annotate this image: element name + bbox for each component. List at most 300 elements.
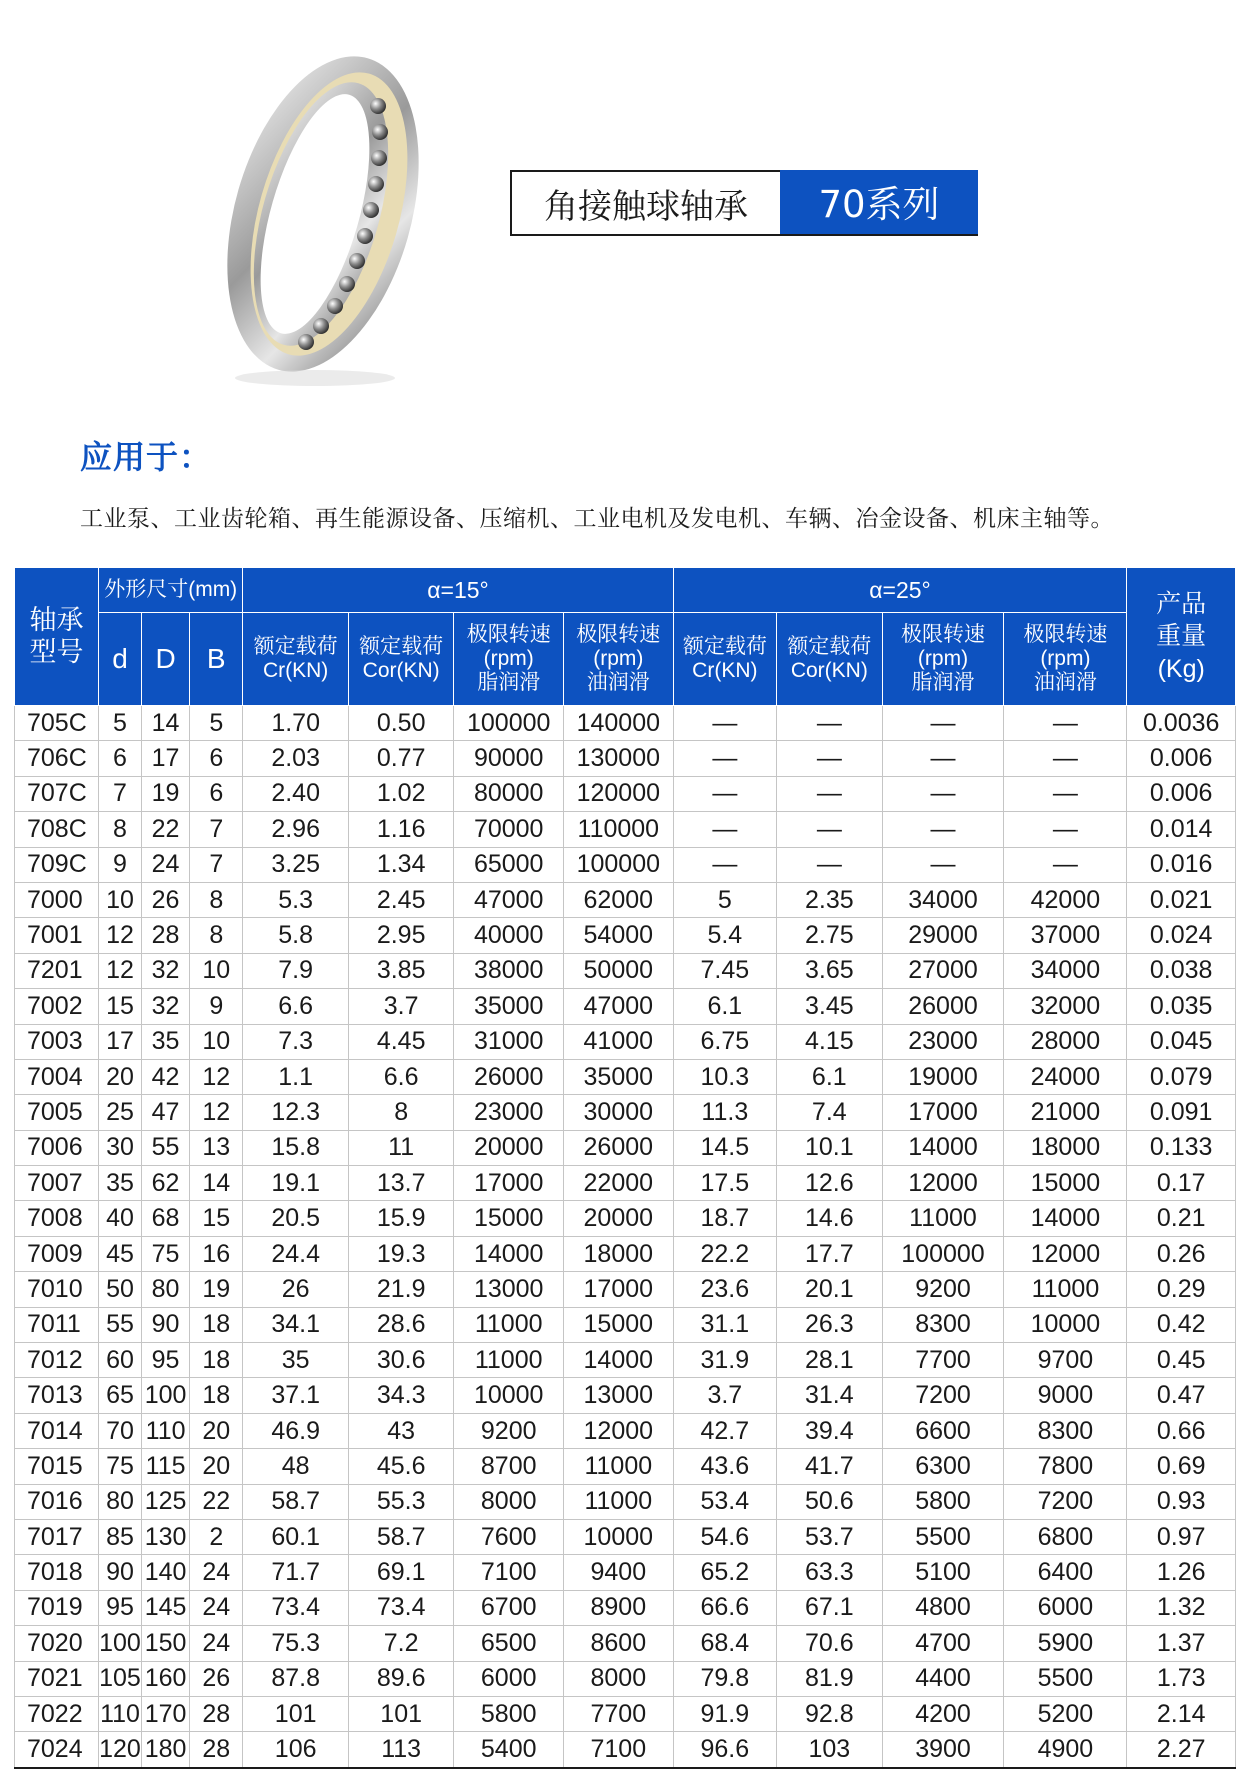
header-cr-25: 额定载荷 Cr(KN) bbox=[673, 613, 776, 706]
cell-cr25: 3.7 bbox=[673, 1378, 776, 1413]
header-model: 轴承 型号 bbox=[15, 568, 99, 706]
cell-oil25: 7200 bbox=[1004, 1484, 1127, 1519]
cell-D: 130 bbox=[142, 1519, 190, 1554]
cell-oil25: 9700 bbox=[1004, 1343, 1127, 1378]
header-B: B bbox=[190, 613, 243, 706]
cell-cr25: 5 bbox=[673, 882, 776, 917]
cell-D: 62 bbox=[142, 1166, 190, 1201]
cell-D: 140 bbox=[142, 1555, 190, 1590]
cell-D: 125 bbox=[142, 1484, 190, 1519]
cell-model: 7007 bbox=[15, 1166, 99, 1201]
cell-cr25: 79.8 bbox=[673, 1661, 776, 1696]
cell-grease25: — bbox=[882, 847, 1004, 882]
cell-oil15: 26000 bbox=[564, 1130, 674, 1165]
table-row bbox=[15, 1449, 1236, 1484]
cell-cor25: — bbox=[777, 847, 883, 882]
cell-oil25: 5900 bbox=[1004, 1626, 1127, 1661]
table-row bbox=[15, 1661, 1236, 1696]
cell-weight: 0.66 bbox=[1127, 1413, 1236, 1448]
cell-D: 24 bbox=[142, 847, 190, 882]
cell-B: 7 bbox=[190, 847, 243, 882]
cell-cor25: — bbox=[777, 706, 883, 741]
cell-cor15: 101 bbox=[348, 1696, 454, 1731]
cell-oil15: 7100 bbox=[564, 1732, 674, 1768]
cell-weight: 0.97 bbox=[1127, 1519, 1236, 1554]
cell-weight: 1.26 bbox=[1127, 1555, 1236, 1590]
cell-grease25: — bbox=[882, 776, 1004, 811]
spec-table-body bbox=[15, 706, 1236, 1768]
cell-B: 18 bbox=[190, 1307, 243, 1342]
cell-cor25: 17.7 bbox=[777, 1236, 883, 1271]
cell-cr15: 48 bbox=[243, 1449, 349, 1484]
cell-grease15: 6700 bbox=[454, 1590, 564, 1625]
cell-weight: 0.091 bbox=[1127, 1095, 1236, 1130]
cell-D: 32 bbox=[142, 953, 190, 988]
spec-table bbox=[14, 567, 1236, 1769]
table-row bbox=[15, 1696, 1236, 1731]
cell-d: 6 bbox=[98, 741, 141, 776]
cell-B: 20 bbox=[190, 1413, 243, 1448]
cell-model: 7017 bbox=[15, 1519, 99, 1554]
cell-oil25: 5500 bbox=[1004, 1661, 1127, 1696]
cell-cor25: 20.1 bbox=[777, 1272, 883, 1307]
cell-oil15: 110000 bbox=[564, 812, 674, 847]
cell-B: 22 bbox=[190, 1484, 243, 1519]
cell-cor25: 81.9 bbox=[777, 1661, 883, 1696]
cell-oil15: 8900 bbox=[564, 1590, 674, 1625]
cell-d: 105 bbox=[98, 1661, 141, 1696]
cell-grease15: 6000 bbox=[454, 1661, 564, 1696]
cell-cr15: 5.3 bbox=[243, 882, 349, 917]
cell-D: 32 bbox=[142, 989, 190, 1024]
cell-d: 25 bbox=[98, 1095, 141, 1130]
cell-weight: 2.27 bbox=[1127, 1732, 1236, 1768]
cell-grease25: 8300 bbox=[882, 1307, 1004, 1342]
cell-model: 7001 bbox=[15, 918, 99, 953]
cell-weight: 0.42 bbox=[1127, 1307, 1236, 1342]
cell-D: 100 bbox=[142, 1378, 190, 1413]
cell-oil25: 11000 bbox=[1004, 1272, 1127, 1307]
cell-model: 7016 bbox=[15, 1484, 99, 1519]
cell-weight: 0.021 bbox=[1127, 882, 1236, 917]
cell-cr25: 65.2 bbox=[673, 1555, 776, 1590]
cell-cor15: 28.6 bbox=[348, 1307, 454, 1342]
cell-cor25: 92.8 bbox=[777, 1696, 883, 1731]
cell-weight: 0.47 bbox=[1127, 1378, 1236, 1413]
cell-D: 170 bbox=[142, 1696, 190, 1731]
header-D: D bbox=[142, 613, 190, 706]
cell-oil25: 28000 bbox=[1004, 1024, 1127, 1059]
cell-d: 35 bbox=[98, 1166, 141, 1201]
cell-B: 24 bbox=[190, 1626, 243, 1661]
cell-cr25: 6.75 bbox=[673, 1024, 776, 1059]
cell-grease15: 15000 bbox=[454, 1201, 564, 1236]
cell-grease15: 8700 bbox=[454, 1449, 564, 1484]
title-series: 70系列 bbox=[780, 170, 978, 234]
cell-model: 7020 bbox=[15, 1626, 99, 1661]
cell-oil15: 7700 bbox=[564, 1696, 674, 1731]
cell-D: 28 bbox=[142, 918, 190, 953]
cell-B: 10 bbox=[190, 953, 243, 988]
cell-B: 5 bbox=[190, 706, 243, 741]
cell-grease25: 100000 bbox=[882, 1236, 1004, 1271]
cell-grease25: 5500 bbox=[882, 1519, 1004, 1554]
cell-cor15: 11 bbox=[348, 1130, 454, 1165]
cell-grease15: 65000 bbox=[454, 847, 564, 882]
cell-d: 110 bbox=[98, 1696, 141, 1731]
cell-weight: 0.014 bbox=[1127, 812, 1236, 847]
cell-cr15: 73.4 bbox=[243, 1590, 349, 1625]
cell-cor15: 15.9 bbox=[348, 1201, 454, 1236]
cell-weight: 0.29 bbox=[1127, 1272, 1236, 1307]
cell-cr15: 101 bbox=[243, 1696, 349, 1731]
header-d: d bbox=[98, 613, 141, 706]
cell-B: 9 bbox=[190, 989, 243, 1024]
cell-d: 20 bbox=[98, 1059, 141, 1094]
cell-grease25: 4800 bbox=[882, 1590, 1004, 1625]
cell-cor15: 58.7 bbox=[348, 1519, 454, 1554]
cell-grease25: — bbox=[882, 812, 1004, 847]
cell-grease15: 7600 bbox=[454, 1519, 564, 1554]
cell-model: 7009 bbox=[15, 1236, 99, 1271]
cell-d: 7 bbox=[98, 776, 141, 811]
cell-weight: 0.016 bbox=[1127, 847, 1236, 882]
cell-d: 12 bbox=[98, 918, 141, 953]
cell-model: 7021 bbox=[15, 1661, 99, 1696]
cell-oil25: 18000 bbox=[1004, 1130, 1127, 1165]
cell-cr25: 68.4 bbox=[673, 1626, 776, 1661]
cell-oil15: 50000 bbox=[564, 953, 674, 988]
cell-cor25: 3.65 bbox=[777, 953, 883, 988]
table-row bbox=[15, 812, 1236, 847]
cell-grease25: 7200 bbox=[882, 1378, 1004, 1413]
cell-cr15: 2.03 bbox=[243, 741, 349, 776]
table-row bbox=[15, 1378, 1236, 1413]
cell-oil25: 6800 bbox=[1004, 1519, 1127, 1554]
cell-oil15: 18000 bbox=[564, 1236, 674, 1271]
cell-cr15: 19.1 bbox=[243, 1166, 349, 1201]
cell-cor25: 3.45 bbox=[777, 989, 883, 1024]
cell-oil25: 5200 bbox=[1004, 1696, 1127, 1731]
cell-cor25: 67.1 bbox=[777, 1590, 883, 1625]
table-row bbox=[15, 1555, 1236, 1590]
cell-grease15: 9200 bbox=[454, 1413, 564, 1448]
table-row bbox=[15, 1626, 1236, 1661]
header-dims: 外形尺寸(mm) bbox=[98, 568, 242, 613]
cell-weight: 0.038 bbox=[1127, 953, 1236, 988]
cell-grease15: 26000 bbox=[454, 1059, 564, 1094]
cell-cor25: 12.6 bbox=[777, 1166, 883, 1201]
cell-cr25: 91.9 bbox=[673, 1696, 776, 1731]
cell-d: 60 bbox=[98, 1343, 141, 1378]
cell-cor25: 50.6 bbox=[777, 1484, 883, 1519]
cell-B: 24 bbox=[190, 1590, 243, 1625]
cell-grease15: 90000 bbox=[454, 741, 564, 776]
cell-cor15: 89.6 bbox=[348, 1661, 454, 1696]
cell-model: 7013 bbox=[15, 1378, 99, 1413]
cell-cr25: 5.4 bbox=[673, 918, 776, 953]
header-oil-15: 极限转速 (rpm) 油润滑 bbox=[564, 613, 674, 706]
cell-oil15: 8600 bbox=[564, 1626, 674, 1661]
cell-model: 7018 bbox=[15, 1555, 99, 1590]
cell-B: 20 bbox=[190, 1449, 243, 1484]
cell-cr25: 14.5 bbox=[673, 1130, 776, 1165]
cell-weight: 0.45 bbox=[1127, 1343, 1236, 1378]
cell-D: 95 bbox=[142, 1343, 190, 1378]
header-weight: 产品 重量 (Kg) bbox=[1127, 568, 1236, 706]
cell-d: 95 bbox=[98, 1590, 141, 1625]
cell-weight: 0.045 bbox=[1127, 1024, 1236, 1059]
cell-oil15: 17000 bbox=[564, 1272, 674, 1307]
cell-cr25: 18.7 bbox=[673, 1201, 776, 1236]
cell-cr15: 20.5 bbox=[243, 1201, 349, 1236]
cell-cor15: 21.9 bbox=[348, 1272, 454, 1307]
cell-weight: 1.37 bbox=[1127, 1626, 1236, 1661]
cell-grease15: 14000 bbox=[454, 1236, 564, 1271]
table-row bbox=[15, 918, 1236, 953]
cell-oil15: 14000 bbox=[564, 1343, 674, 1378]
cell-d: 90 bbox=[98, 1555, 141, 1590]
cell-B: 15 bbox=[190, 1201, 243, 1236]
cell-oil25: 6000 bbox=[1004, 1590, 1127, 1625]
cell-weight: 0.17 bbox=[1127, 1166, 1236, 1201]
cell-oil15: 20000 bbox=[564, 1201, 674, 1236]
table-row bbox=[15, 953, 1236, 988]
cell-oil25: — bbox=[1004, 847, 1127, 882]
cell-model: 7012 bbox=[15, 1343, 99, 1378]
cell-model: 7015 bbox=[15, 1449, 99, 1484]
cell-oil25: 37000 bbox=[1004, 918, 1127, 953]
cell-cr15: 58.7 bbox=[243, 1484, 349, 1519]
cell-cr15: 12.3 bbox=[243, 1095, 349, 1130]
table-row bbox=[15, 1130, 1236, 1165]
cell-weight: 0.024 bbox=[1127, 918, 1236, 953]
cell-cr25: 53.4 bbox=[673, 1484, 776, 1519]
cell-weight: 0.69 bbox=[1127, 1449, 1236, 1484]
cell-cor25: 53.7 bbox=[777, 1519, 883, 1554]
cell-cor15: 34.3 bbox=[348, 1378, 454, 1413]
cell-cr15: 71.7 bbox=[243, 1555, 349, 1590]
cell-D: 145 bbox=[142, 1590, 190, 1625]
cell-cr15: 1.1 bbox=[243, 1059, 349, 1094]
cell-cor25: 70.6 bbox=[777, 1626, 883, 1661]
cell-D: 19 bbox=[142, 776, 190, 811]
cell-cr15: 106 bbox=[243, 1732, 349, 1768]
cell-D: 55 bbox=[142, 1130, 190, 1165]
cell-grease25: 6600 bbox=[882, 1413, 1004, 1448]
cell-cor15: 45.6 bbox=[348, 1449, 454, 1484]
cell-model: 7008 bbox=[15, 1201, 99, 1236]
cell-grease15: 70000 bbox=[454, 812, 564, 847]
cell-grease15: 31000 bbox=[454, 1024, 564, 1059]
cell-grease25: 11000 bbox=[882, 1201, 1004, 1236]
table-row bbox=[15, 989, 1236, 1024]
cell-cor15: 8 bbox=[348, 1095, 454, 1130]
cell-model: 7004 bbox=[15, 1059, 99, 1094]
cell-B: 19 bbox=[190, 1272, 243, 1307]
cell-model: 7024 bbox=[15, 1732, 99, 1768]
cell-grease15: 100000 bbox=[454, 706, 564, 741]
cell-cr15: 3.25 bbox=[243, 847, 349, 882]
cell-grease25: — bbox=[882, 741, 1004, 776]
cell-d: 9 bbox=[98, 847, 141, 882]
cell-grease15: 11000 bbox=[454, 1343, 564, 1378]
header-grease-15: 极限转速 (rpm) 脂润滑 bbox=[454, 613, 564, 706]
table-row bbox=[15, 882, 1236, 917]
cell-grease25: 9200 bbox=[882, 1272, 1004, 1307]
cell-D: 22 bbox=[142, 812, 190, 847]
cell-cor25: 103 bbox=[777, 1732, 883, 1768]
cell-oil25: 12000 bbox=[1004, 1236, 1127, 1271]
cell-d: 70 bbox=[98, 1413, 141, 1448]
cell-d: 45 bbox=[98, 1236, 141, 1271]
cell-cr15: 35 bbox=[243, 1343, 349, 1378]
cell-grease25: 3900 bbox=[882, 1732, 1004, 1768]
cell-oil15: 15000 bbox=[564, 1307, 674, 1342]
cell-d: 5 bbox=[98, 706, 141, 741]
cell-oil25: 34000 bbox=[1004, 953, 1127, 988]
cell-weight: 0.0036 bbox=[1127, 706, 1236, 741]
cell-cr15: 87.8 bbox=[243, 1661, 349, 1696]
cell-d: 50 bbox=[98, 1272, 141, 1307]
cell-cor25: 7.4 bbox=[777, 1095, 883, 1130]
cell-d: 10 bbox=[98, 882, 141, 917]
cell-weight: 1.32 bbox=[1127, 1590, 1236, 1625]
cell-d: 75 bbox=[98, 1449, 141, 1484]
table-row bbox=[15, 1236, 1236, 1271]
cell-grease15: 7100 bbox=[454, 1555, 564, 1590]
cell-weight: 0.93 bbox=[1127, 1484, 1236, 1519]
cell-cr25: 66.6 bbox=[673, 1590, 776, 1625]
table-row bbox=[15, 706, 1236, 741]
table-row bbox=[15, 1201, 1236, 1236]
cell-cr25: — bbox=[673, 812, 776, 847]
cell-cor15: 0.77 bbox=[348, 741, 454, 776]
cell-oil15: 11000 bbox=[564, 1449, 674, 1484]
cell-grease15: 5400 bbox=[454, 1732, 564, 1768]
cell-B: 8 bbox=[190, 882, 243, 917]
cell-cor15: 2.95 bbox=[348, 918, 454, 953]
cell-model: 7201 bbox=[15, 953, 99, 988]
cell-oil15: 13000 bbox=[564, 1378, 674, 1413]
title-main: 角接触球轴承 bbox=[512, 172, 780, 234]
table-row bbox=[15, 847, 1236, 882]
cell-oil25: — bbox=[1004, 812, 1127, 847]
cell-cor25: 31.4 bbox=[777, 1378, 883, 1413]
cell-d: 8 bbox=[98, 812, 141, 847]
cell-model: 7003 bbox=[15, 1024, 99, 1059]
cell-cor25: 28.1 bbox=[777, 1343, 883, 1378]
cell-oil25: 15000 bbox=[1004, 1166, 1127, 1201]
cell-oil25: — bbox=[1004, 776, 1127, 811]
cell-oil15: 41000 bbox=[564, 1024, 674, 1059]
cell-grease25: 23000 bbox=[882, 1024, 1004, 1059]
series-title bbox=[510, 170, 978, 236]
cell-B: 28 bbox=[190, 1696, 243, 1731]
cell-model: 705C bbox=[15, 706, 99, 741]
cell-B: 16 bbox=[190, 1236, 243, 1271]
bearing-image bbox=[205, 28, 435, 398]
cell-cor25: 26.3 bbox=[777, 1307, 883, 1342]
cell-cr25: 43.6 bbox=[673, 1449, 776, 1484]
cell-d: 17 bbox=[98, 1024, 141, 1059]
cell-D: 35 bbox=[142, 1024, 190, 1059]
table-row bbox=[15, 1343, 1236, 1378]
cell-grease25: — bbox=[882, 706, 1004, 741]
cell-model: 7006 bbox=[15, 1130, 99, 1165]
cell-D: 180 bbox=[142, 1732, 190, 1768]
cell-cor15: 55.3 bbox=[348, 1484, 454, 1519]
cell-oil25: 21000 bbox=[1004, 1095, 1127, 1130]
cell-model: 7000 bbox=[15, 882, 99, 917]
cell-grease25: 14000 bbox=[882, 1130, 1004, 1165]
header-alpha25: α=25° bbox=[673, 568, 1127, 613]
cell-grease25: 4200 bbox=[882, 1696, 1004, 1731]
cell-oil15: 54000 bbox=[564, 918, 674, 953]
cell-d: 65 bbox=[98, 1378, 141, 1413]
header-grease-25: 极限转速 (rpm) 脂润滑 bbox=[882, 613, 1004, 706]
cell-d: 12 bbox=[98, 953, 141, 988]
cell-oil25: — bbox=[1004, 706, 1127, 741]
cell-d: 85 bbox=[98, 1519, 141, 1554]
cell-cr25: 42.7 bbox=[673, 1413, 776, 1448]
cell-cr25: 17.5 bbox=[673, 1166, 776, 1201]
table-row bbox=[15, 1059, 1236, 1094]
cell-weight: 0.21 bbox=[1127, 1201, 1236, 1236]
cell-grease15: 5800 bbox=[454, 1696, 564, 1731]
cell-cor15: 19.3 bbox=[348, 1236, 454, 1271]
cell-grease15: 17000 bbox=[454, 1166, 564, 1201]
cell-cr15: 75.3 bbox=[243, 1626, 349, 1661]
cell-cr25: 96.6 bbox=[673, 1732, 776, 1768]
table-row bbox=[15, 1732, 1236, 1768]
cell-cr25: 11.3 bbox=[673, 1095, 776, 1130]
cell-weight: 1.73 bbox=[1127, 1661, 1236, 1696]
cell-D: 160 bbox=[142, 1661, 190, 1696]
cell-D: 47 bbox=[142, 1095, 190, 1130]
cell-cr15: 37.1 bbox=[243, 1378, 349, 1413]
table-row bbox=[15, 1484, 1236, 1519]
cell-grease25: 17000 bbox=[882, 1095, 1004, 1130]
cell-cr15: 24.4 bbox=[243, 1236, 349, 1271]
cell-grease15: 47000 bbox=[454, 882, 564, 917]
cell-grease15: 80000 bbox=[454, 776, 564, 811]
cell-cr25: 7.45 bbox=[673, 953, 776, 988]
cell-cor25: 39.4 bbox=[777, 1413, 883, 1448]
cell-grease25: 12000 bbox=[882, 1166, 1004, 1201]
table-row bbox=[15, 1095, 1236, 1130]
cell-B: 12 bbox=[190, 1095, 243, 1130]
cell-cr25: 6.1 bbox=[673, 989, 776, 1024]
cell-grease15: 35000 bbox=[454, 989, 564, 1024]
cell-oil15: 12000 bbox=[564, 1413, 674, 1448]
cell-oil15: 130000 bbox=[564, 741, 674, 776]
cell-oil15: 100000 bbox=[564, 847, 674, 882]
cell-oil25: 7800 bbox=[1004, 1449, 1127, 1484]
cell-cor15: 1.34 bbox=[348, 847, 454, 882]
cell-cor15: 69.1 bbox=[348, 1555, 454, 1590]
cell-cor25: 14.6 bbox=[777, 1201, 883, 1236]
cell-B: 18 bbox=[190, 1343, 243, 1378]
cell-d: 80 bbox=[98, 1484, 141, 1519]
cell-cor15: 73.4 bbox=[348, 1590, 454, 1625]
table-row bbox=[15, 1272, 1236, 1307]
cell-oil15: 22000 bbox=[564, 1166, 674, 1201]
cell-cr15: 2.40 bbox=[243, 776, 349, 811]
cell-oil15: 9400 bbox=[564, 1555, 674, 1590]
cell-model: 709C bbox=[15, 847, 99, 882]
table-row bbox=[15, 1024, 1236, 1059]
